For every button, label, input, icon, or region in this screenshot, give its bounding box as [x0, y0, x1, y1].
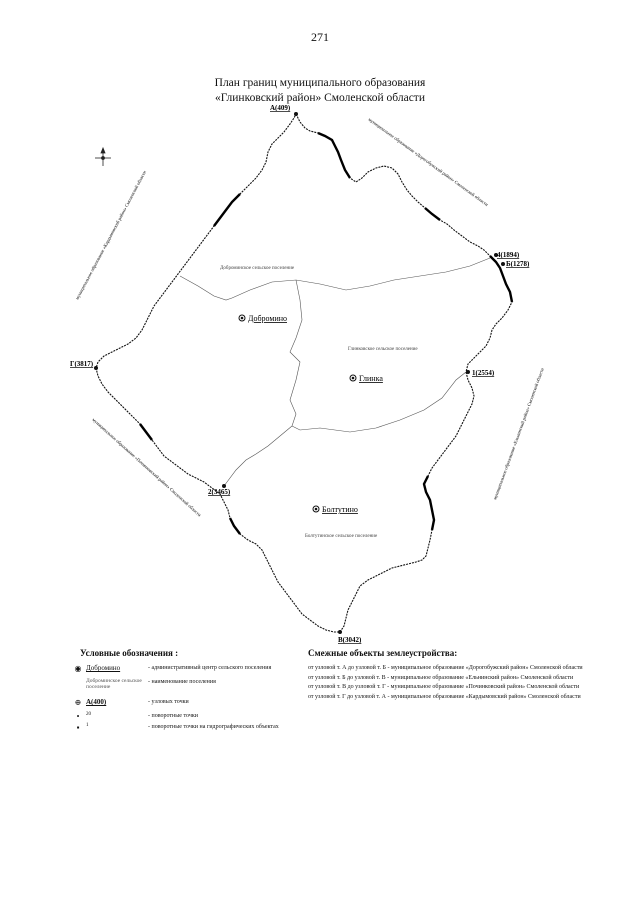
- svg-text:2(3465): 2(3465): [208, 488, 231, 496]
- node-4: [494, 251, 520, 259]
- svg-text:Г(3817): Г(3817): [70, 360, 94, 368]
- settlement-label-glinka: Глинка: [359, 374, 383, 383]
- adjacent-title: Смежные объекты землеустройства:: [308, 648, 458, 658]
- map-title-line-2: «Глинковский район» Смоленской области: [215, 92, 425, 104]
- north-arrow-icon: [95, 148, 111, 166]
- legend-desc: - административный центр сельского поселения: [148, 665, 272, 671]
- legend-row-hydro: [72, 723, 302, 734]
- node-1: [466, 369, 495, 377]
- area-label-dobrominskoe: Доброминское сельское поселение: [220, 266, 295, 271]
- legend-title: Условные обозначения :: [80, 648, 179, 658]
- hydro-point-icon: ▪: [76, 723, 80, 732]
- node-point-icon: ⊕: [74, 698, 82, 707]
- legend-desc: - поворотные точки: [148, 713, 198, 719]
- area-label-boltutinskoe: Болтутинское сельское поселение: [305, 534, 378, 539]
- page-number: 271: [311, 30, 329, 44]
- area-label-glinkovskoe: Глинковское сельское поселение: [348, 347, 418, 352]
- settlement-marker-boltutino: [313, 506, 319, 512]
- adjacent-item: от узловой т. А до узловой т. Б - муниципальное образование «Дорогобужский район» Смоленской области: [308, 665, 583, 671]
- legend-name: Добромино: [86, 664, 121, 672]
- settlement-label-dobromino: Добромино: [248, 314, 287, 323]
- svg-text:А(409): А(409): [270, 104, 291, 112]
- node-a: [270, 104, 298, 116]
- legend-row-turn: [72, 712, 302, 723]
- legend-desc: - узловых точки: [148, 699, 189, 705]
- adjacent-item: от узловой т. Г до узловой т. А - муниципальное образование «Кардымовский район» Смоленской области: [308, 693, 581, 700]
- node-g: [70, 360, 98, 370]
- map-title-line-1: План границ муниципального образования: [214, 77, 426, 89]
- svg-text:Б(1278): Б(1278): [506, 260, 530, 268]
- settlement-marker-dobromino: [239, 315, 245, 321]
- svg-text:4(1894): 4(1894): [497, 251, 520, 259]
- legend-name: Доброминское сельское поселение: [86, 678, 142, 690]
- node-b: [501, 260, 530, 268]
- node-v: [338, 630, 362, 644]
- neighbor-label-dorogobuzh: муниципальное образование «Дорогобужский район» Смоленской области: [367, 116, 490, 208]
- legend-desc: - наименование поселения: [148, 679, 216, 685]
- adjacent-item: от узловой т. В до узловой т. Г - муниципальное образование «Починковский район» Смоленской области: [308, 684, 580, 690]
- river-boundary-segments: [140, 133, 512, 534]
- adjacent-item: от узловой т. Б до узловой т. В - муниципальное образование «Ельнинский район» Смоленской области: [308, 674, 574, 681]
- legend-row-area: [72, 678, 302, 698]
- settlement-center-icon: ◉: [74, 664, 82, 673]
- settlement-marker-glinka: [350, 375, 356, 381]
- turn-point-icon: •: [76, 712, 80, 721]
- neighbor-label-elnya: муниципальное образование «Ельнинский район» Смоленской области: [492, 367, 545, 501]
- node-2: [208, 484, 231, 496]
- svg-text:1(2554): 1(2554): [472, 369, 495, 377]
- legend-row-node: [72, 698, 302, 712]
- district-boundary: [96, 114, 512, 632]
- internal-boundaries: [180, 258, 490, 486]
- neighbor-label-pochinok: муниципальное образование «Починковский район» Смоленской области: [91, 417, 202, 518]
- legend-desc: - поворотные точки на гидрографических объектах: [148, 724, 279, 730]
- legend: [72, 648, 302, 734]
- settlement-label-boltutino: Болтутино: [322, 505, 358, 514]
- svg-text:В(3042): В(3042): [338, 636, 362, 644]
- adjacent-objects: [308, 648, 628, 702]
- neighbor-label-kardymovo: муниципальное образование «Кардымовский район» Смоленской области: [74, 169, 148, 301]
- legend-name: 20: [86, 712, 91, 717]
- legend-row-center: [72, 664, 302, 678]
- legend-name: 1: [86, 723, 89, 728]
- legend-name: А(400): [86, 698, 107, 706]
